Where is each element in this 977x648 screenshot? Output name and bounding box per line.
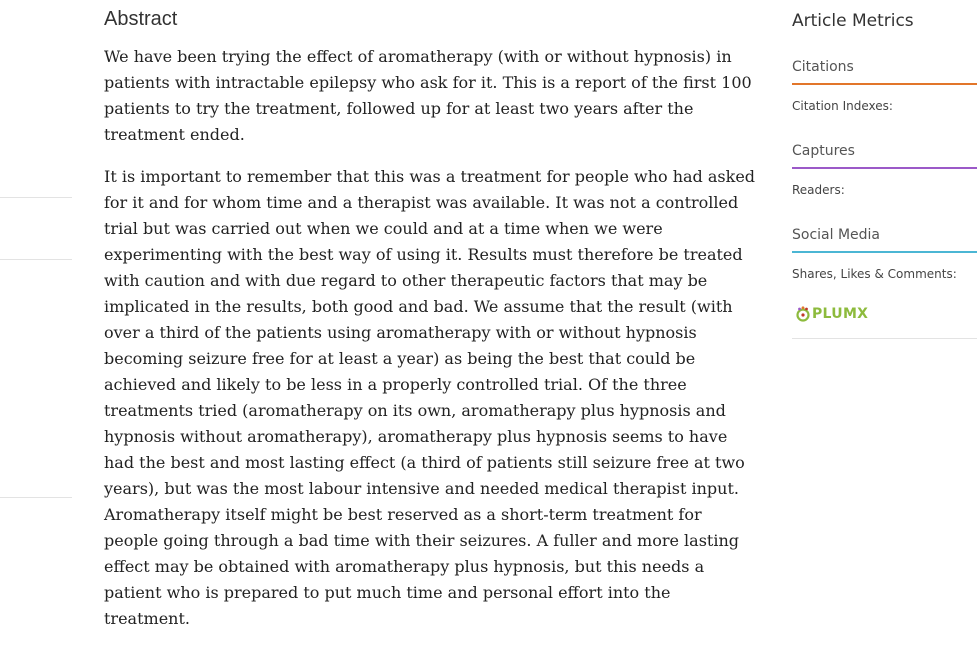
shares-likes-comments-label: Shares, Likes & Comments: — [792, 267, 957, 281]
plumx-row — [792, 306, 977, 339]
abstract-section — [104, 6, 764, 648]
left-divider — [0, 197, 72, 198]
left-divider — [0, 497, 72, 498]
citation-indexes-label: Citation Indexes: — [792, 99, 893, 113]
plumx-logo[interactable] — [795, 306, 977, 322]
abstract-paragraph-2: It is important to remember that this was a treatment for people who had asked for it and for whom time and a therapist was available. It was not a controlled trial but was carried out when we could and at a time when we were experimenting with the best way of using it. Results must therefore be treated with caution and with due regard to other therapeutic factors that may be implicated in the results, both good and bad. We assume that the result (with over a third of the patients using aromatherapy with or without hypnosis becoming seizure free for at least a year) as being the best that could be achieved and likely to be less in a properly controlled trial. Of the three treatments tried (aromatherapy on its own, aromatherapy plus hypnosis and hypnosis without aromatherapy), aromatherapy plus hypnosis seems to have had the best and most lasting effect (a third of patients still seizure free at two years), but was the most labour intensive and needed medical therapist input. Aromatherapy itself might be best reserved as a short-term treatment for people going through a bad time with their seizures. A fuller and more lasting effect may be obtained with aromatherapy plus hypnosis, but this needs a patient who is prepared to put much time and personal effort into the treatment. — [104, 167, 756, 628]
citations-heading[interactable]: Citations — [792, 58, 977, 85]
metrics-title: Article Metrics — [792, 11, 914, 31]
abstract-paragraph-1: We have been trying the effect of aromatherapy (with or without hypnosis) in patients with intractable epilepsy who ask for it. This is a report of the first 100 patients to try the treatment, followed up for at least two years after the treatment ended. — [104, 47, 752, 144]
plumx-logo-icon — [795, 306, 811, 322]
abstract-title: Abstract — [104, 8, 178, 30]
article-metrics-panel — [792, 10, 977, 339]
plumx-label: PLUMX — [812, 306, 869, 322]
social-media-heading[interactable]: Social Media — [792, 226, 977, 253]
left-divider — [0, 259, 72, 260]
readers-label: Readers: — [792, 183, 845, 197]
captures-heading[interactable]: Captures — [792, 142, 977, 169]
